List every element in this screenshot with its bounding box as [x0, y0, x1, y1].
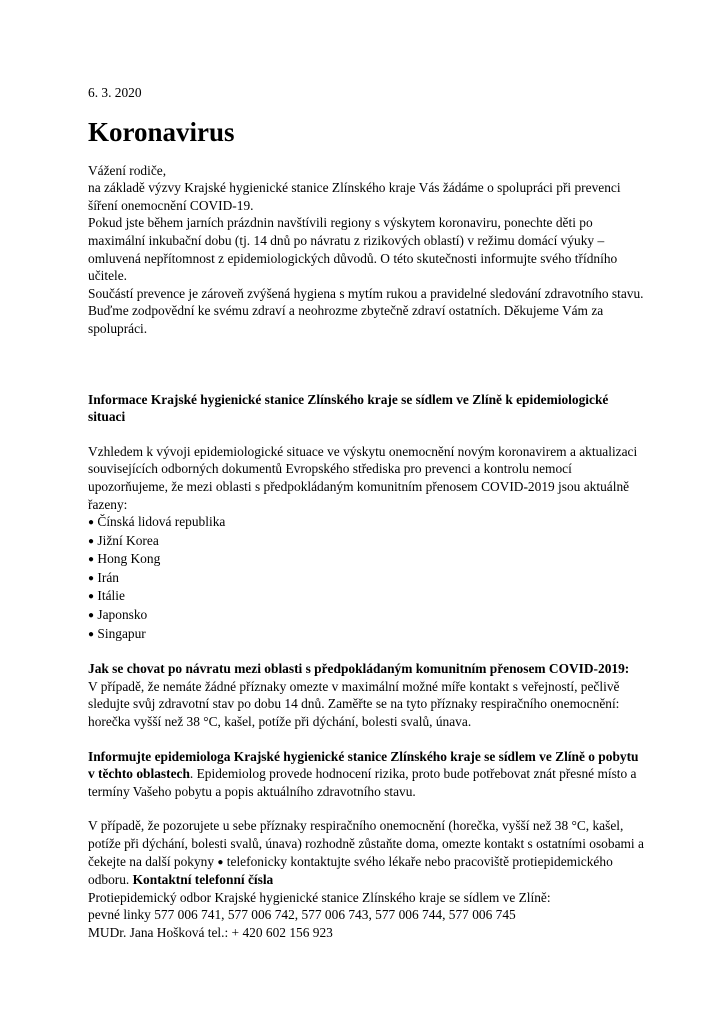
bullet-icon: ● — [88, 610, 95, 622]
symptoms-text-after: telefonicky kontaktujte svého lékaře nebo pracoviště protiepidemického odboru. — [88, 853, 613, 888]
bullet-icon: ● — [88, 554, 95, 566]
region-name: Irán — [97, 569, 119, 585]
contacts-office: Protiepidemický odbor Krajské hygienické stanice Zlínského kraje se sídlem ve Zlíně: — [88, 889, 551, 905]
page-title: Koronavirus — [88, 116, 235, 147]
region-name: Čínská lidová republika — [97, 514, 226, 530]
region-name: Itálie — [97, 588, 125, 604]
bullet-icon: ● — [88, 535, 95, 547]
document-date: 6. 3. 2020 — [88, 85, 142, 100]
region-list-item — [88, 625, 648, 644]
region-name: Hong Kong — [97, 551, 161, 567]
region-list-item — [88, 587, 648, 606]
region-name: Japonsko — [97, 607, 148, 623]
return-heading: Jak se chovat po návratu mezi oblasti s předpokládaným komunitním přenosem COVID-2019: — [88, 661, 630, 677]
region-list-item — [88, 550, 648, 569]
contacts-lines: pevné linky 577 006 741, 577 006 742, 577 006 743, 577 006 744, 577 006 745 — [88, 907, 516, 923]
bullet-icon: ● — [88, 591, 95, 603]
region-list-item — [88, 513, 648, 532]
region-list-item — [88, 569, 648, 588]
region-name: Singapur — [97, 625, 146, 641]
bullet-icon: ● — [88, 517, 95, 529]
bullet-icon: ● — [88, 572, 95, 584]
region-name: Jižní Korea — [97, 532, 159, 548]
bullet-icon: ● — [88, 628, 95, 640]
contacts-doctor: MUDr. Jana Hošková tel.: + 420 602 156 923 — [88, 924, 333, 940]
info-intro: Vzhledem k vývoji epidemiologické situace ve výskytu onemocnění novým koronavirem a aktualizaci souvisejících odborných dokumentů Evropského střediska pro prevenci a kontrolu nemocí upozorňujeme, že mezi oblasti s předpokládaným komunitním přenosem COVID-2019 jsou aktuálně řazeny: — [88, 443, 638, 512]
symptoms-text-before: V případě, že pozorujete u sebe příznaky respiračního onemocnění (horečka, vyšší než 38 °C, kašel, potíže při dýchání, bolesti svalů, únava) rozhodně zůstaňte doma, omezte kontakt s ostatními osobami a čekejte na další pokyny — [88, 818, 644, 869]
bullet-icon: ● — [217, 856, 224, 868]
return-text: V případě, že nemáte žádné příznaky omezte v maximální možné míře kontakt s veřejností, pečlivě sledujte svůj zdravotní stav po dobu 14 dnů. Zaměřte se na tyto příznaky respiračního onemocnění: horečka vyšší než 38 °C, kašel, potíže při dýchání, bolesti svalů, únava. — [88, 678, 620, 730]
region-list-item — [88, 606, 648, 625]
letter-paragraph-travel: Pokud jste během jarních prázdnin navštívili regiony s výskytem koronaviru, ponechte děti po maximální inkubační dobu (tj. 14 dnů po návratu z rizikových oblastí) v režimu domácí výuky – omluvená nepřítomnost z epidemiologických důvodů. O této skutečnosti informujte svého třídního učitele. — [88, 215, 618, 284]
inform-paragraph — [88, 748, 648, 801]
symptoms-paragraph — [88, 817, 648, 888]
letter-paragraph-prevention: Součástí prevence je zároveň zvýšená hygiena s mytím rukou a pravidelné sledování zdravotního stavu. Buďme zodpovědní ke svému zdraví a neohrozme zbytečně zdraví ostatních. Děkujeme Vám za spolupráci. — [88, 285, 644, 336]
inform-bold-text: Informujte epidemiologa Krajské hygienické stanice Zlínského kraje se sídlem ve Zlíně o pobytu v těchto oblastech — [88, 748, 639, 782]
letter-paragraph-request: na základě výzvy Krajské hygienické stanice Zlínského kraje Vás žádáme o spolupráci při prevenci šíření onemocnění COVID-19. — [88, 180, 621, 213]
region-list — [88, 513, 648, 643]
document-body — [88, 84, 648, 942]
info-heading: Informace Krajské hygienické stanice Zlínského kraje se sídlem ve Zlíně k epidemiologické situaci — [88, 391, 609, 425]
inform-rest-text: . Epidemiolog provede hodnocení rizika, proto bude potřebovat znát přesné místo a termíny Vašeho pobytu a popis aktuálního zdravotního stavu. — [88, 766, 637, 799]
letter-greeting: Vážení rodiče, — [88, 162, 167, 178]
region-list-item — [88, 532, 648, 551]
contacts-label: Kontaktní telefonní čísla — [132, 872, 274, 888]
